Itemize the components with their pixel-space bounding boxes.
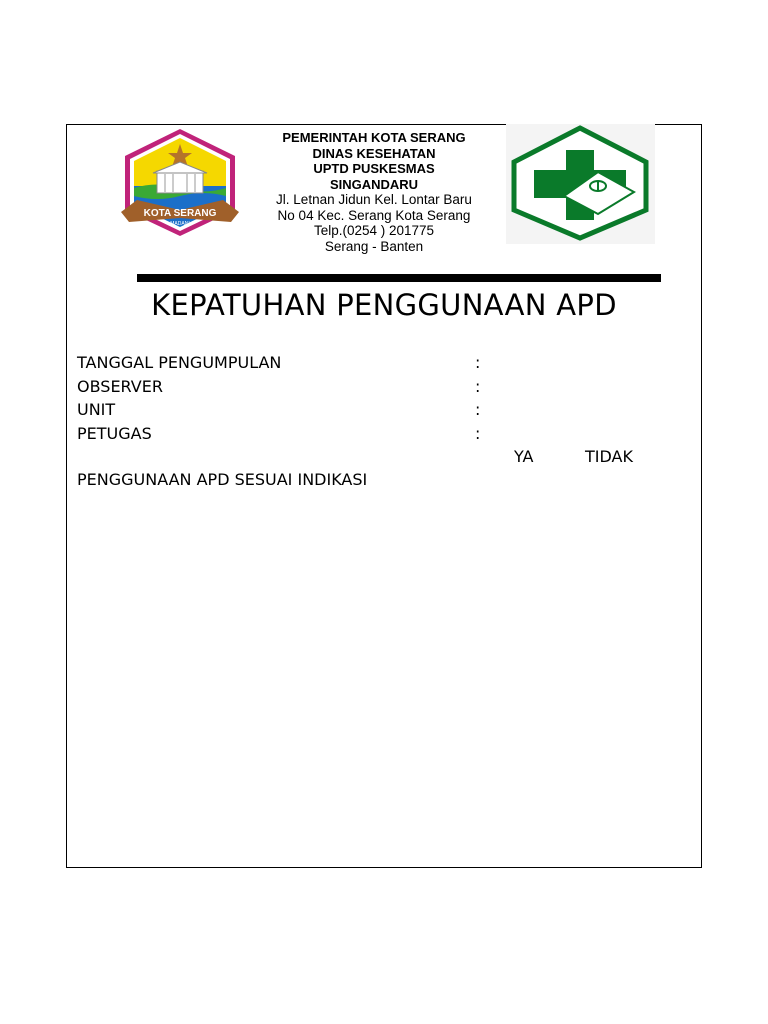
field-label-petugas: PETUGAS: [77, 424, 152, 443]
field-colon-tanggal: :: [475, 353, 481, 372]
kota-serang-logo: [117, 126, 243, 240]
header-region: Serang - Banten: [324, 238, 424, 254]
field-colon-unit: :: [475, 400, 481, 419]
header-line-department: DINAS KESEHATAN: [312, 145, 436, 161]
field-colon-petugas: :: [475, 424, 481, 443]
row-label-indikasi: PENGGUNAAN APD SESUAI INDIKASI: [77, 470, 368, 489]
header-line-name: SINGANDARU: [329, 176, 419, 192]
header-divider: [137, 274, 661, 282]
column-header-ya: YA: [514, 447, 534, 466]
field-label-tanggal: TANGGAL PENGUMPULAN: [77, 353, 282, 372]
logo-banner-text: KOTA SERANG: [143, 208, 217, 219]
header-line-government: PEMERINTAH KOTA SERANG: [282, 130, 466, 145]
header-address-street: Jl. Letnan Jidun Kel. Lontar Baru: [276, 192, 472, 207]
institution-header: [258, 130, 490, 254]
field-label-unit: UNIT: [77, 400, 116, 419]
puskesmas-logo: [506, 124, 655, 244]
field-colon-observer: :: [475, 377, 481, 396]
field-label-observer: OBSERVER: [77, 377, 163, 396]
document-title: KEPATUHAN PENGGUNAAN APD: [151, 288, 617, 322]
logo-sub-text: MADANI: [170, 221, 190, 227]
header-address-city: No 04 Kec. Serang Kota Serang: [277, 207, 471, 223]
header-phone: Telp.(0254 ) 201775: [313, 223, 435, 238]
header-line-uptd: UPTD PUSKESMAS: [313, 161, 435, 176]
column-header-tidak: TIDAK: [585, 447, 633, 466]
